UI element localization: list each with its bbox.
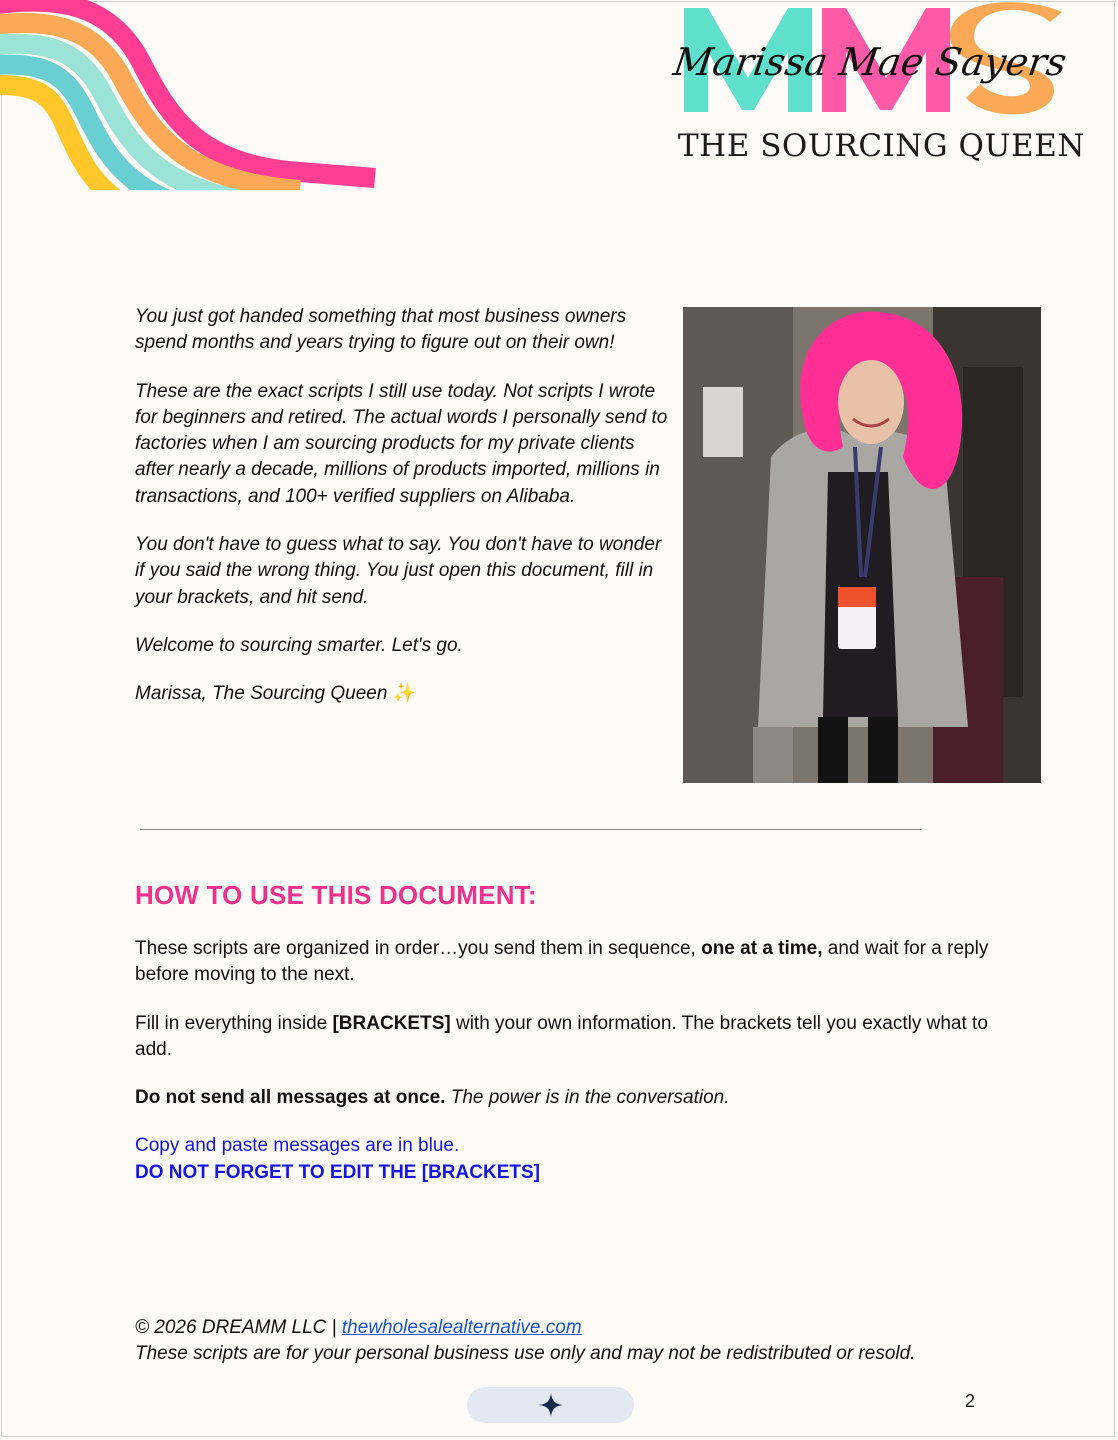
disclaimer-text: These scripts are for your personal business use only and may not be redistributed or resold. — [135, 1343, 916, 1365]
logo-tagline: THE SOURCING QUEEN — [678, 128, 1085, 164]
logo-script-name: Marissa Mae Sayers — [670, 40, 1070, 84]
signature-line — [135, 681, 675, 707]
ai-assist-button[interactable] — [467, 1387, 634, 1423]
intro-paragraph: You just got handed something that most business owners spend months and years trying to figure out on their own! — [135, 306, 627, 354]
page-number: 2 — [965, 1391, 976, 1411]
copyright-text: © 2026 DREAMM LLC | — [135, 1317, 342, 1338]
intro-paragraph: You don't have to guess what to say. You don't have to wonder if you said the wrong thing. You just open this document, fill in your brackets, and hit send. — [135, 534, 662, 608]
footer-line — [135, 1315, 995, 1341]
text-run: and wait for a reply before moving to the next. — [135, 938, 989, 986]
signature-text: Marissa, The Sourcing Queen — [135, 683, 388, 705]
text-run: These scripts are organized in order…you send them in sequence, — [135, 938, 702, 959]
howto-section — [135, 936, 995, 1186]
brand-logo — [670, 0, 1100, 170]
sparkles-emoji: ✨ — [392, 683, 417, 705]
blue-warning-line: DO NOT FORGET TO EDIT THE [BRACKETS] — [135, 1161, 540, 1183]
bold-text: [BRACKETS] — [332, 1012, 451, 1034]
blue-note — [135, 1133, 995, 1186]
intro-section — [135, 304, 675, 730]
howto-paragraph — [135, 1011, 995, 1064]
howto-paragraph — [135, 1085, 995, 1111]
section-divider — [140, 829, 922, 830]
bold-text: one at a time, — [701, 938, 823, 959]
italic-text: The power is in the conversation. — [445, 1087, 730, 1109]
rainbow-decoration — [0, 0, 380, 190]
text-run: with your own information. The brackets tell you exactly what to add. — [135, 1012, 988, 1060]
sparkle-icon — [538, 1392, 564, 1418]
howto-paragraph — [135, 936, 995, 989]
intro-paragraph: These are the exact scripts I still use today. Not scripts I wrote for beginners and retired. The actual words I personally send to factories when I am sourcing products for my private clients after nearly a decade, millions of products imported, millions in transactions, and 100+ verified suppliers on Alibaba. — [135, 380, 668, 507]
text-run: Fill in everything inside — [135, 1012, 333, 1034]
author-photo — [683, 307, 1041, 783]
blue-note-line: Copy and paste messages are in blue. — [135, 1135, 460, 1157]
website-link[interactable]: thewholesalealternative.com — [341, 1317, 582, 1338]
intro-paragraph: Welcome to sourcing smarter. Let's go. — [135, 634, 463, 656]
howto-heading: HOW TO USE THIS DOCUMENT: — [135, 880, 537, 910]
bold-text: Do not send all messages at once. — [135, 1087, 446, 1109]
footer — [135, 1315, 995, 1368]
